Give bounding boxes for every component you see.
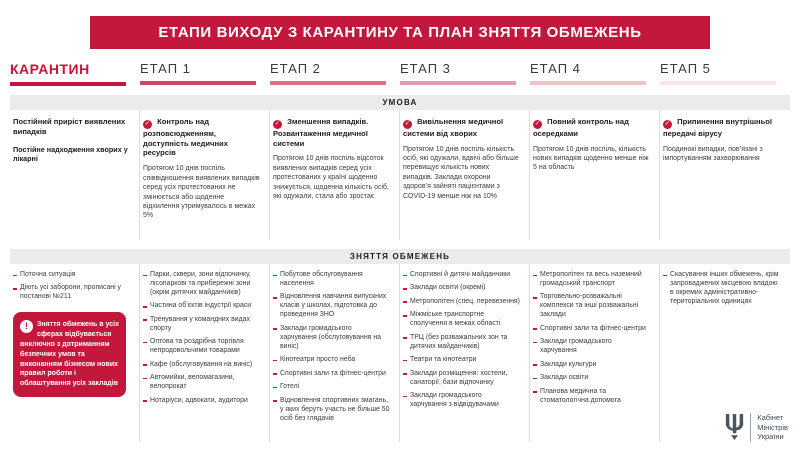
condition-stage-1 [140, 110, 270, 240]
check-icon: ✓ [664, 120, 671, 127]
condition-title-text: Припинення внутрішньої передачі вірусу [663, 117, 773, 138]
list-item: Скасування інших обмежень, крім запроваджених місцевою владою в окремих адміністративно-територіальних одиницях [663, 271, 781, 307]
condition-band-label: УМОВА [382, 98, 418, 107]
column-title: ЕТАП 3 [400, 61, 451, 76]
list-item: Оптова та роздрібна торгівля непродовольчими товарами [143, 338, 260, 356]
condition-stage-4 [530, 110, 660, 240]
column-bar [140, 81, 256, 85]
stage-header-row [10, 61, 790, 86]
list-item: Нотаріуси, адвокати, аудитори [143, 397, 260, 406]
condition-title [13, 117, 130, 137]
list-item: Метрополітен (спец. перевезення) [403, 298, 520, 307]
list-item: Міжміське транспортне сполучення в межах області [403, 311, 520, 329]
warning-box [13, 312, 126, 397]
list-item: Заклади громадського харчування (обслуговування на виніс) [273, 325, 390, 352]
list-item: Заклади розміщення: хостели, санаторії, бази відпочинку [403, 370, 520, 388]
restriction-list [143, 271, 260, 406]
check-icon: ✓ [144, 120, 151, 127]
list-item: Автомийки, веломагазини, велопрокат [143, 374, 260, 392]
condition-text: Постійне надходження хворих у лікарні [13, 144, 128, 164]
exclamation-icon: ! [20, 320, 33, 333]
restrictions-stage-1 [140, 264, 270, 442]
list-item: Готелі [273, 383, 390, 392]
column-bar [270, 81, 386, 85]
condition-title [533, 117, 650, 139]
trident-icon [725, 414, 744, 440]
restrictions-row [10, 264, 790, 442]
restriction-list [273, 271, 390, 424]
list-item: Заклади громадського харчування [533, 338, 650, 356]
condition-stage-5 [660, 110, 790, 240]
condition-text: Протягом 10 днів поспіль кількість осіб, які одужали, вдвічі або більше перевищує кількість нових випадків. Заклади охорони здоров’я зайняті пацієнтами з COVID-19 менше ніж на 10% [403, 145, 519, 200]
lifting-band-label: ЗНЯТТЯ ОБМЕЖЕНЬ [349, 252, 451, 261]
condition-stage-3 [400, 110, 530, 240]
condition-text: Поодинокі випадки, пов’язані з імпортуванням захворювання [663, 145, 763, 163]
list-item: Спортивні й дитячі майданчики [403, 271, 520, 280]
condition-title-text: Постійний приріст виявлених випадків [13, 117, 126, 136]
list-item: Тренування у командних видах спорту [143, 316, 260, 334]
condition-band [10, 95, 790, 110]
list-item: Заклади громадського харчування з відвідувачами [403, 392, 520, 410]
list-item: Поточна ситуація [13, 271, 130, 280]
page-title-text: ЕТАПИ ВИХОДУ З КАРАНТИНУ ТА ПЛАН ЗНЯТТЯ ОБМЕЖЕНЬ [158, 24, 642, 41]
list-item: Кафе (обслуговування на виніс) [143, 361, 260, 370]
restriction-list [533, 271, 650, 406]
restrictions-stage-2 [270, 264, 400, 442]
restriction-list [13, 271, 130, 302]
org-name-line: Міністрів [757, 422, 788, 432]
column-bar [400, 81, 516, 85]
column-header-stage-5 [660, 61, 790, 86]
condition-title [273, 117, 390, 148]
list-item: Відновлення навчання випускних класів у школах, підготовка до проведення ЗНО [273, 293, 390, 320]
column-header-stage-3 [400, 61, 530, 86]
list-item: Відновлення спортивних змагань, у яких беруть участь не більше 50 осіб без глядачів [273, 397, 390, 424]
condition-title-text: Контроль над розповсюдженням, доступність медичних ресурсів [143, 117, 228, 158]
condition-title [663, 117, 781, 139]
condition-title [143, 117, 260, 158]
org-name-line: України [757, 432, 784, 442]
column-header-stage-1 [140, 61, 270, 86]
warning-text: Зняття обмежень в усіх сферах відбувається виключно з дотриманням безпечних умов та виконанням бізнесом нових правил роботи і облаштування усіх закладів [20, 321, 120, 388]
list-item: Кінотеатри просто неба [273, 356, 390, 365]
list-item: Заклади культури [533, 361, 650, 370]
check-icon: ✓ [404, 120, 411, 127]
restriction-list [403, 271, 520, 410]
column-bar [660, 81, 776, 85]
page-title [90, 16, 710, 49]
column-header-quarantine [10, 61, 140, 86]
government-logo [725, 413, 788, 442]
org-name-line: Кабінет [757, 412, 784, 422]
list-item: Торговельно-розважальні комплекси та інші розважальні заклади [533, 293, 650, 320]
list-item: Парки, сквери, зони відпочинку, лісопаркові та прибережні зони (окрім дитячих майданчиків) [143, 271, 260, 298]
list-item: Побутове обслуговування населення [273, 271, 390, 289]
column-header-stage-2 [270, 61, 400, 86]
condition-text: Протягом 10 днів поспіль співвідношення виявлених випадків серед усіх протестованих не змінюється або щоденне відхилення утримувалось в межах 5% [143, 165, 260, 220]
list-item: Частина об’єктів індустрії краси [143, 302, 260, 311]
check-icon: ✓ [274, 120, 281, 127]
org-name [750, 413, 788, 442]
lifting-band [10, 249, 790, 264]
list-item: Заклади освіти (окремі) [403, 284, 520, 293]
restriction-list [663, 271, 781, 307]
condition-stage-2 [270, 110, 400, 240]
column-title: ЕТАП 1 [140, 61, 191, 76]
condition-title-text: Вивільнення медичної системи від хворих [403, 117, 504, 138]
condition-title-text: Повний контроль над осередками [533, 117, 629, 138]
column-title: ЕТАП 4 [530, 61, 581, 76]
restrictions-quarantine [10, 264, 140, 442]
condition-text: Протягом 10 днів поспіль відсоток виявлених випадків серед усіх протестованих у країні щоденно знижується, щоденна кількість осіб, які одужали, стала або зростає [273, 155, 389, 201]
list-item: Спортивні зали та фітнес-центри [273, 370, 390, 379]
restrictions-stage-4 [530, 264, 660, 442]
check-icon: ✓ [534, 120, 541, 127]
list-item: Планова медична та стоматологічна допомога [533, 388, 650, 406]
column-title: КАРАНТИН [10, 61, 90, 77]
restrictions-stage-3 [400, 264, 530, 442]
list-item: ТРЦ (без розважальних зон та дитячих майданчиків) [403, 334, 520, 352]
condition-text: Протягом 10 днів поспіль, кількість нових випадків щоденно менше ніж 5 на область [533, 145, 649, 172]
list-item: Метрополітен та весь наземний громадський транспорт [533, 271, 650, 289]
list-item: Спортивні зали та фітнес-центри [533, 325, 650, 334]
conditions-row [10, 110, 790, 240]
list-item: Діють усі заборони, прописані у постанові №211 [13, 284, 130, 302]
condition-title-text: Зменшення випадків. Розвантаження медичної системи [273, 117, 369, 148]
list-item: Театри та кінотеатри [403, 356, 520, 365]
column-bar [530, 81, 646, 85]
column-bar [10, 82, 126, 86]
column-title: ЕТАП 5 [660, 61, 711, 76]
column-title: ЕТАП 2 [270, 61, 321, 76]
condition-title [403, 117, 520, 139]
condition-quarantine [10, 110, 140, 240]
list-item: Заклади освіти [533, 374, 650, 383]
column-header-stage-4 [530, 61, 660, 86]
